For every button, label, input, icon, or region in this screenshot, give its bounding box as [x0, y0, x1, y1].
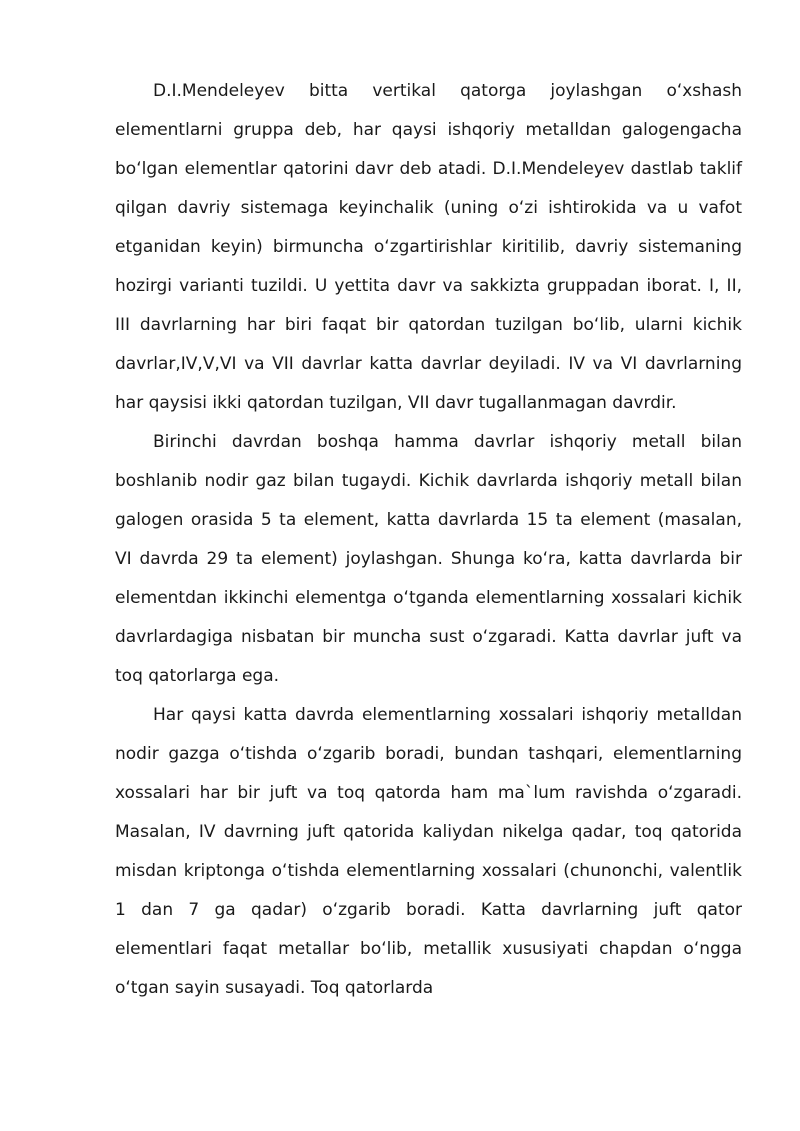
- document-body: [115, 72, 742, 1008]
- paragraph-1: D.I.Mendeleyev bitta vertikal qatorga joylashgan oʻxshash elementlarni gruppa deb, har qaysi ishqoriy metalldan galogengacha boʻlgan elementlar qatorini davr deb atadi. D.I.Mendeleyev dastlab taklif qilgan davriy sistemaga keyinchalik (uning oʻzi ishtirokida va u vafot etganidan keyin) birmuncha oʻzgartirishlar kiritilib, davriy sistemaning hozirgi varianti tuzildi. U yettita davr va sakkizta gruppadan iborat. I, II, III davrlarning har biri faqat bir qatordan tuzilgan boʻlib, ularni kichik davrlar,IV,V,VI va VII davrlar katta davrlar deyiladi. IV va VI davrlarning har qaysisi ikki qatordan tuzilgan, VII davr tugallanmagan davrdir.: [115, 81, 742, 413]
- paragraph-2: Birinchi davrdan boshqa hamma davrlar ishqoriy metall bilan boshlanib nodir gaz bilan tugaydi. Kichik davrlarda ishqoriy metall bilan galogen orasida 5 ta element, katta davrlarda 15 ta element (masalan, VI davrda 29 ta element) joylashgan. Shunga koʻra, katta davrlarda bir elementdan ikkinchi elementga oʻtganda elementlarning xossalari kichik davrlardagiga nisbatan bir muncha sust oʻzgaradi. Katta davrlar juft va toq qatorlarga ega.: [115, 432, 742, 686]
- paragraph-3: Har qaysi katta davrda elementlarning xossalari ishqoriy metalldan nodir gazga oʻtishda oʻzgarib boradi, bundan tashqari, elementlarning xossalari har bir juft va toq qatorda ham ma`lum ravishda oʻzgaradi. Masalan, IV davrning juft qatorida kaliydan nikelga qadar, toq qatorida misdan kriptonga oʻtishda elementlarning xossalari (chunonchi, valentlik 1 dan 7 ga qadar) oʻzgarib boradi. Katta davrlarning juft qator elementlari faqat metallar boʻlib, metallik xususiyati chapdan oʻngga oʻtgan sayin susayadi. Toq qatorlarda: [115, 705, 742, 998]
